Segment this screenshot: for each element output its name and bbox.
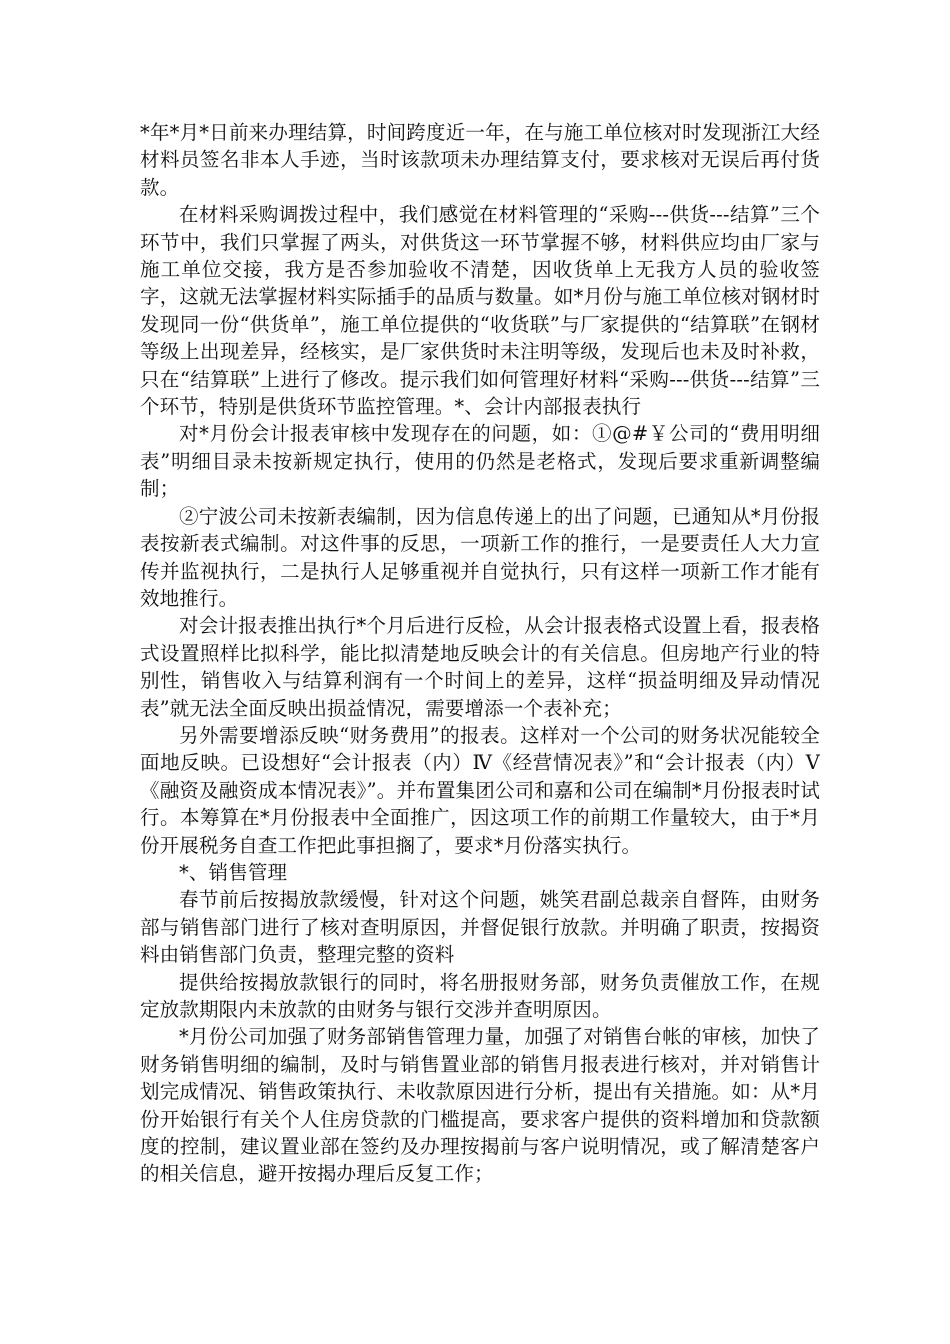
document-body (140, 119, 820, 1188)
paragraph: 提供给按揭放款银行的同时，将名册报财务部，财务负责催放工作，在规定放款期限内未放款的由财务与银行交涉并查明原因。 (140, 970, 820, 1021)
paragraph: 在材料采购调拨过程中，我们感觉在材料管理的“采购---供货---结算”三个环节中，我们只掌握了两头，对供货这一环节掌握不够，材料供应均由厂家与施工单位交接，我方是否参加验收不清楚，因收货单上无我方人员的验收签字，这就无法掌握材料实际插手的品质与数量。如*月份与施工单位核对钢材时发现同一份“供货单”，施工单位提供的“收货联”与厂家提供的“结算联”在钢材等级上出现差异，经核实，是厂家供货时未注明等级，发现后也未及时补救，只在“结算联”上进行了修改。提示我们如何管理好材料“采购---供货---结算”三个环节，特别是供货环节监控管理。*、会计内部报表执行 (140, 203, 820, 419)
paragraph: 另外需要增添反映“财务费用”的报表。这样对一个公司的财务状况能较全面地反映。已设想好“会计报表（内）Ⅳ《经营情况表》”和“会计报表（内）Ⅴ《融资及融资成本情况表》”。并布置集团公司和嘉和公司在编制*月份报表时试行。本筹算在*月份报表中全面推广，因这项工作的前期工作量较大，由于*月份开展税务自查工作把此事担搁了，要求*月份落实执行。 (140, 723, 820, 857)
paragraph: 对*月份会计报表审核中发现存在的问题，如：①@#￥公司的“费用明细表”明细目录未按新规定执行，使用的仍然是老格式，发现后要求重新调整编制； (140, 422, 820, 501)
paragraph: *月份公司加强了财务部销售管理力量，加强了对销售台帐的审核，加快了财务销售明细的编制，及时与销售置业部的销售月报表进行核对，并对销售计划完成情况、销售政策执行、未收款原因进行分析，提出有关措施。如：从*月份开始银行有关个人住房贷款的门槛提高，要求客户提供的资料增加和贷款额度的控制，建议置业部在签约及办理按揭前与客户说明情况，或了解清楚客户的相关信息，避开按揭办理后反复工作； (140, 1025, 820, 1186)
paragraph: 春节前后按揭放款缓慢，针对这个问题，姚笑君副总裁亲自督阵，由财务部与销售部门进行了核对查明原因，并督促银行放款。并明确了职责，按揭资料由销售部门负责，整理完整的资料 (140, 888, 820, 967)
paragraph: *年*月*日前来办理结算，时间跨度近一年，在与施工单位核对时发现浙江大经材料员签名非本人手迹，当时该款项未办理结算支付，要求核对无误后再付货款。 (140, 121, 820, 199)
section-heading: *、销售管理 (179, 860, 288, 884)
paragraph: ②宁波公司未按新表编制，因为信息传递上的出了问题，已通知从*月份报表按新表式编制。对这件事的反思，一项新工作的推行，一是要责任人大力宣传并监视执行，二是执行人足够重视并自觉执行，只有这样一项新工作才能有效地推行。 (140, 504, 820, 610)
paragraph: 对会计报表推出执行*个月后进行反检，从会计报表格式设置上看，报表格式设置照样比拟科学，能比拟清楚地反映会计的有关信息。但房地产行业的特别性，销售收入与结算利润有一个时间上的差异，这样“损益明细及异动情况表”就无法全面反映出损益情况，需要增添一个表补充； (140, 614, 820, 720)
